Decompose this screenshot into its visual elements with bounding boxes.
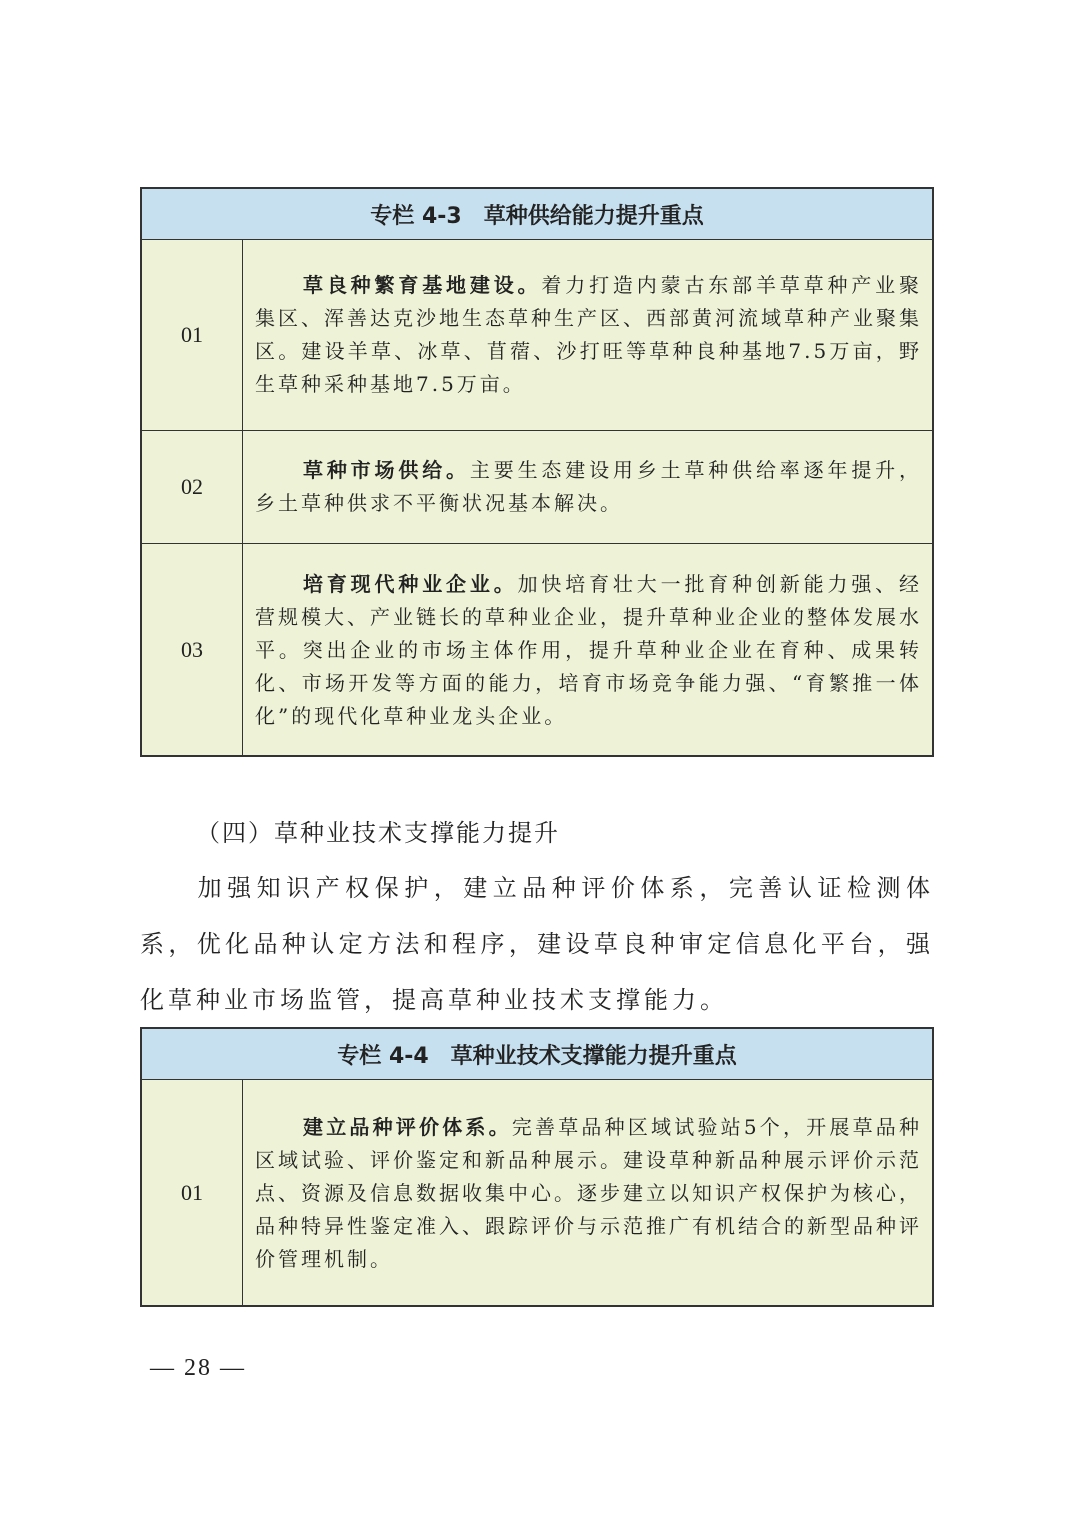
table-row — [142, 240, 932, 430]
row-body: 完善草品种区域试验站5个，开展草品种区域试验、评价鉴定和新品种展示。建设草种新品种展示评价示范点、资源及信息数据收集中心。逐步建立以知识产权保护为核心，品种特异性鉴定准入、跟踪评价与示范推广有机结合的新型品种评价管理机制。 — [255, 1114, 922, 1271]
row-text — [243, 431, 932, 543]
feature-box-title: 专栏 4-4 草种业技术支撑能力提升重点 — [142, 1029, 932, 1080]
feature-box-4-3 — [140, 187, 934, 757]
table-row — [142, 430, 932, 543]
page-number: — 28 — — [150, 1355, 246, 1381]
row-body: 主要生态建设用乡土草种供给率逐年提升，乡土草种供求不平衡状况基本解决。 — [255, 458, 923, 515]
row-number: 01 — [142, 240, 243, 430]
table-row — [142, 543, 932, 756]
feature-box-4-4 — [140, 1027, 934, 1307]
row-text — [243, 544, 932, 756]
row-number: 01 — [142, 1080, 243, 1306]
feature-box-title: 专栏 4-3 草种供给能力提升重点 — [142, 189, 932, 240]
section-heading: （四）草种业技术支撑能力提升 — [196, 819, 560, 847]
row-body: 加快培育壮大一批育种创新能力强、经营规模大、产业链长的草种业企业，提升草种业企业的整体发展水平。突出企业的市场主体作用，提升草种业企业在育种、成果转化、市场开发等方面的能力，培育市场竞争能力强、“育繁推一体化”的现代化草种业龙头企业。 — [255, 571, 923, 728]
row-heading: 草种市场供给。 — [303, 458, 470, 482]
row-number: 03 — [142, 544, 243, 756]
row-text — [243, 1080, 932, 1306]
row-body: 着力打造内蒙古东部羊草草种产业聚集区、浑善达克沙地生态草种生产区、西部黄河流域草种产业聚集区。建设羊草、冰草、苜蓿、沙打旺等草种良种基地7.5万亩，野生草种采种基地7.5万亩。 — [255, 273, 923, 396]
row-number: 02 — [142, 431, 243, 543]
paragraph-text: 加强知识产权保护，建立品种评价体系，完善认证检测体系，优化品种认定方法和程序，建设草良种审定信息化平台，强化草种业市场监管，提高草种业技术支撑能力。 — [140, 874, 934, 1014]
body-paragraph — [140, 860, 934, 1028]
row-heading: 草良种繁育基地建设。 — [303, 273, 542, 297]
row-text — [243, 240, 932, 430]
row-heading: 建立品种评价体系。 — [303, 1114, 512, 1139]
row-heading: 培育现代种业企业。 — [303, 571, 518, 596]
table-row — [142, 1080, 932, 1306]
